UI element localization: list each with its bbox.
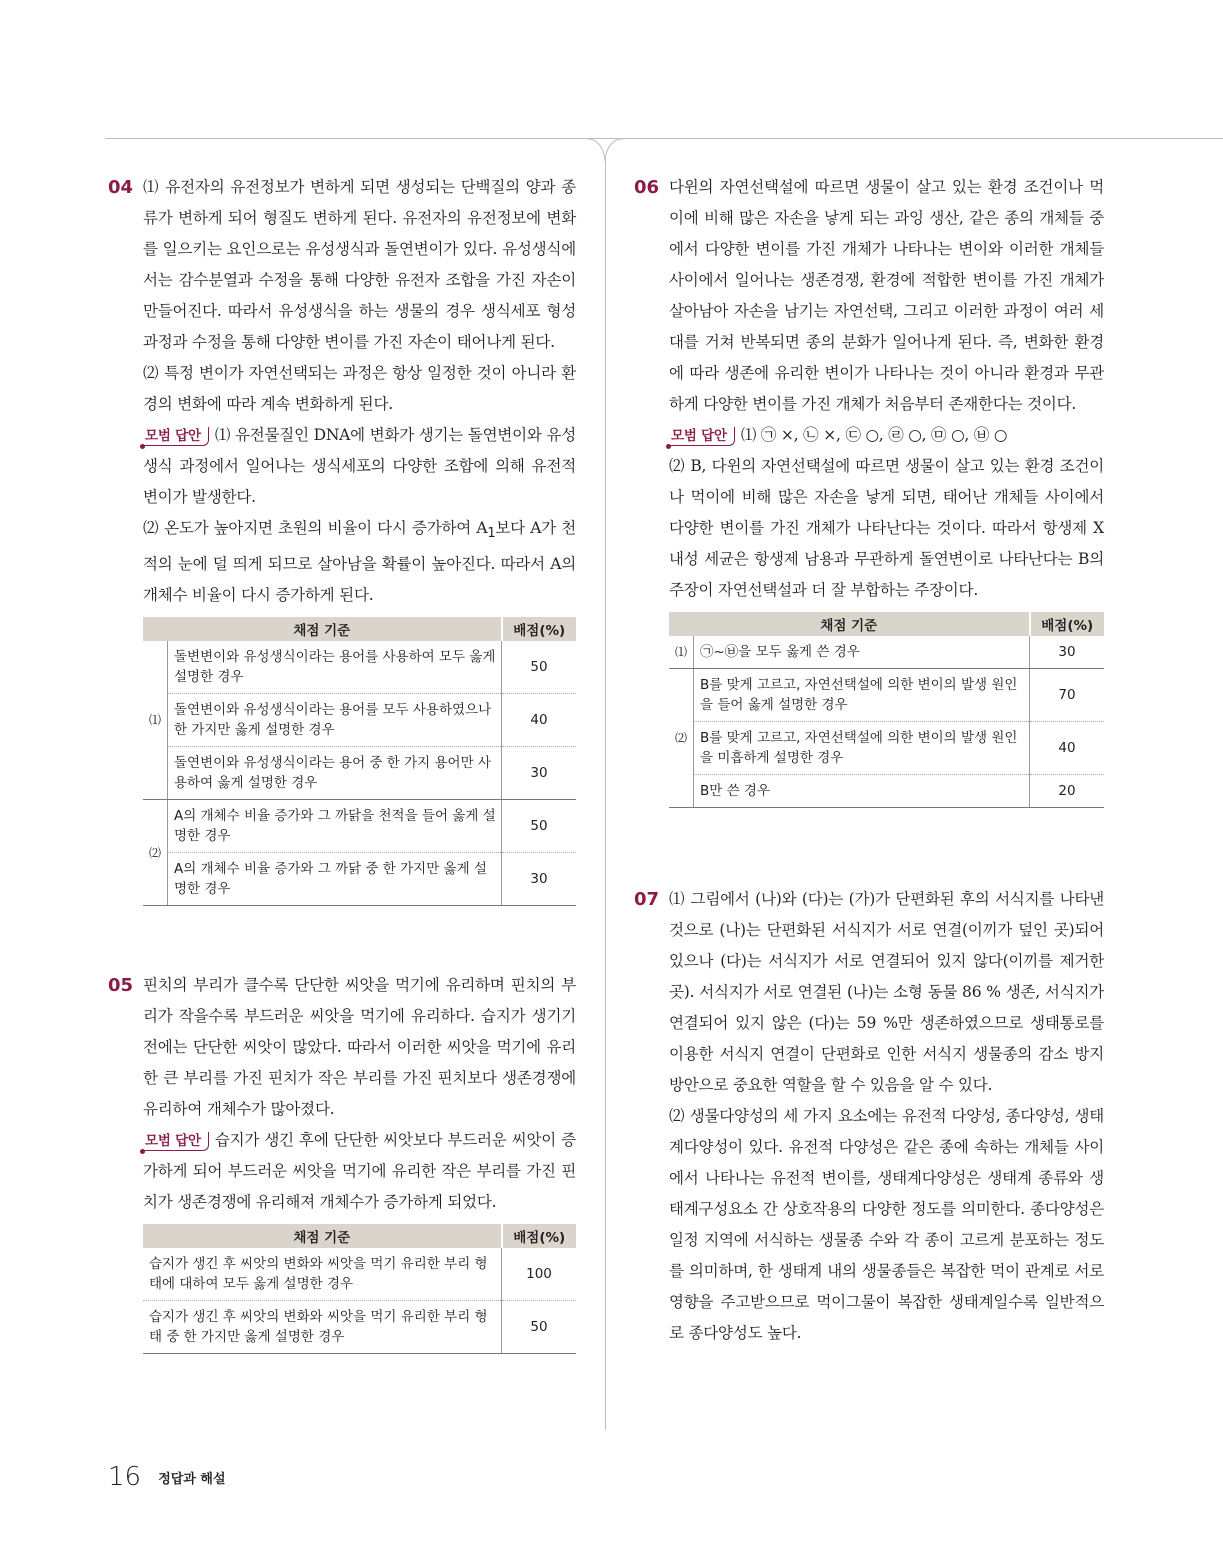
table-row [143, 800, 576, 853]
points-cell: 50 [502, 800, 577, 853]
table-row [669, 636, 1104, 669]
model-answer [143, 420, 576, 513]
points-cell: 30 [502, 747, 577, 800]
table-header-criteria: 채점 기준 [143, 1224, 502, 1248]
table-row [669, 669, 1104, 722]
model-answer [143, 1125, 576, 1218]
question-number: 06 [634, 177, 660, 198]
header-rule-notch [585, 138, 625, 162]
question-number: 07 [634, 889, 660, 910]
table-row [143, 694, 576, 747]
question-number: 05 [108, 975, 134, 997]
points-cell: 30 [1030, 636, 1105, 669]
table-row [143, 1301, 576, 1354]
model-answer-badge: 모범 답안 [669, 427, 735, 446]
criteria-cell: 습지가 생긴 후 씨앗의 변화와 씨앗을 먹기 유리한 부리 형태 중 한 가지만 옳게 설명한 경우 [143, 1301, 502, 1354]
part-label: ⑵ [143, 800, 168, 906]
criteria-cell: 돌연변이와 유성생식이라는 용어를 모두 사용하였으나 한 가지만 옳게 설명한 경우 [168, 694, 502, 747]
explanation-paragraph: ⑴ 그림에서 (나)와 (다)는 (가)가 단편화된 후의 서식지를 나타낸 것으로 (나)는 단편화된 서식지가 서로 연결(이끼가 덮인 곳)되어 있으나 (다)는 서식지가 서로 연결되어 있지 않다(이끼를 제거한 곳). 서식지가 서로 연결된 (나)는 소형 동물 86 % 생존, 서식지가 연결되어 있지 않은 (다)는 59 %만 생존하였으므로 생태통로를 이용한 서식지 연결이 단편화로 인한 서식지 생물종의 감소 방지 방안으로 중요한 역할을 할 수 있음을 알 수 있다. [669, 890, 1104, 1094]
explanation-paragraph: ⑵ 특정 변이가 자연선택되는 과정은 항상 일정한 것이 아니라 환경의 변화에 따라 계속 변화하게 된다. [143, 364, 576, 413]
question-06 [634, 172, 1104, 808]
explanation-paragraph: ⑴ 유전자의 유전정보가 변하게 되면 생성되는 단백질의 양과 종류가 변하게 되어 형질도 변하게 된다. 유전자의 유전정보에 변화를 일으키는 요인으로는 유성생식과 돌연변이가 있다. 유성생식에서는 감수분열과 수정을 통해 다양한 유전자 조합을 가진 자손이 만들어진다. 따라서 유성생식을 하는 생물의 경우 생식세포 형성 과정과 수정을 통해 다양한 변이를 가진 자손이 태어나게 된다. [143, 178, 576, 351]
question-number: 04 [108, 177, 134, 198]
model-answer-part2: ⑵ B, 다윈의 자연선택설에 따르면 생물이 살고 있는 환경 조건이나 먹이에 비해 많은 자손을 낳게 되면, 태어난 개체들 사이에서 다양한 변이를 가진 개체가 나타난다는 것이다. 따라서 항생제 X 내성 세균은 항생제 남용과 무관하게 돌연변이로 나타난다는 B의 주장이 자연선택설과 더 잘 부합하는 주장이다. [669, 457, 1104, 599]
scoring-table [143, 617, 576, 906]
table-row [143, 747, 576, 800]
criteria-cell: 습지가 생긴 후 씨앗의 변화와 씨앗을 먹기 유리한 부리 형태에 대하여 모두 옳게 설명한 경우 [143, 1248, 502, 1301]
criteria-cell: A의 개체수 비율 증가와 그 까닭을 천적을 들어 옳게 설명한 경우 [168, 800, 502, 853]
table-row [669, 775, 1104, 808]
scoring-table [143, 1224, 576, 1354]
table-row [143, 853, 576, 906]
points-cell: 30 [502, 853, 577, 906]
page-footer [108, 1462, 226, 1492]
subscript: 1 [487, 526, 496, 542]
model-answer-badge: 모범 답안 [143, 427, 209, 446]
part-label: ⑴ [143, 641, 168, 800]
question-04 [108, 172, 576, 906]
footer-label: 정답과 해설 [158, 1471, 226, 1487]
header-rule [105, 138, 1223, 139]
criteria-cell: B만 쓴 경우 [694, 775, 1030, 808]
criteria-cell: B를 맞게 고르고, 자연선택설에 의한 변이의 발생 원인을 미흡하게 설명한 경우 [694, 722, 1030, 775]
part-label: ⑵ [669, 669, 694, 808]
points-cell: 100 [502, 1248, 577, 1301]
points-cell: 20 [1030, 775, 1105, 808]
table-row [143, 1248, 576, 1301]
points-cell: 50 [502, 1301, 577, 1354]
model-answer-text: ⑴ ㉠ ×, ㉡ ×, ㉢ ○, ㉣ ○, ㉤ ○, ㉥ ○ [740, 426, 1008, 444]
points-cell: 40 [1030, 722, 1105, 775]
part-label: ⑴ [669, 636, 694, 669]
criteria-cell: ㉠~㉥을 모두 옳게 쓴 경우 [694, 636, 1030, 669]
points-cell: 50 [502, 641, 577, 694]
answer-text: 보다 A가 천적의 눈에 덜 띄게 되므로 살아남을 확률이 높아진다. 따라서 A의 개체수 비율이 다시 증가하게 된다. [143, 519, 576, 605]
model-answer [669, 420, 1104, 451]
question-07 [634, 884, 1104, 1349]
explanation-paragraph: ⑵ 생물다양성의 세 가지 요소에는 유전적 다양성, 종다양성, 생태계다양성이 있다. 유전적 다양성은 같은 종에 속하는 개체들 사이에서 나타나는 유전적 변이를, 생태계다양성은 생태계 종류와 생태계구성요소 간 상호작용의 다양한 정도를 의미한다. 종다양성은 일정 지역에 서식하는 생물종 수와 각 종이 고르게 분포하는 정도를 의미하며, 한 생태계 내의 생물종들은 복잡한 먹이 관계로 서로 영향을 주고받으므로 먹이그물이 복잡한 생태계일수록 일반적으로 종다양성도 높다. [669, 1107, 1104, 1342]
left-column [108, 172, 576, 1354]
model-answer-part2 [143, 513, 576, 611]
right-column [634, 172, 1104, 1349]
points-cell: 40 [502, 694, 577, 747]
table-header-points: 배점(%) [502, 1224, 577, 1248]
question-05 [108, 970, 576, 1354]
criteria-cell: B를 맞게 고르고, 자연선택설에 의한 변이의 발생 원인을 들어 옳게 설명한 경우 [694, 669, 1030, 722]
page-number: 16 [108, 1462, 142, 1492]
table-header-criteria: 채점 기준 [669, 612, 1030, 636]
table-header-points: 배점(%) [1030, 612, 1105, 636]
points-cell: 70 [1030, 669, 1105, 722]
table-row [143, 641, 576, 694]
explanation-paragraph: 다윈의 자연선택설에 따르면 생물이 살고 있는 환경 조건이나 먹이에 비해 많은 자손을 낳게 되는 과잉 생산, 같은 종의 개체들 중에서 다양한 변이를 가진 개체가 나타나는 변이와 이러한 개체들 사이에서 일어나는 생존경쟁, 환경에 적합한 변이를 가진 개체가 살아남아 자손을 남기는 자연선택, 그리고 이러한 과정이 여러 세대를 거쳐 반복되면 종의 분화가 일어나게 된다. 즉, 변화한 환경에 따라 생존에 유리한 변이가 나타나는 것이 아니라 환경과 무관하게 다양한 변이를 가진 개체가 처음부터 존재한다는 것이다. [669, 178, 1104, 413]
criteria-cell: A의 개체수 비율 증가와 그 까닭 중 한 가지만 옳게 설명한 경우 [168, 853, 502, 906]
model-answer-badge: 모범 답안 [143, 1132, 209, 1151]
scoring-table [669, 612, 1104, 808]
criteria-cell: 돌변변이와 유성생식이라는 용어를 사용하여 모두 옳게 설명한 경우 [168, 641, 502, 694]
answer-text: ⑵ 온도가 높아지면 초원의 비율이 다시 증가하여 A [143, 519, 488, 537]
explanation-paragraph: 핀치의 부리가 클수록 단단한 씨앗을 먹기에 유리하며 핀치의 부리가 작을수록 부드러운 씨앗을 먹기에 유리하다. 습지가 생기기 전에는 단단한 씨앗이 많았다. 따라서 이러한 씨앗을 먹기에 유리한 큰 부리를 가진 핀치가 작은 부리를 가진 핀치보다 생존경쟁에 유리하여 개체수가 많아졌다. [143, 976, 576, 1119]
table-row [669, 722, 1104, 775]
model-answer-text: ⑴ 유전물질인 DNA에 변화가 생기는 돌연변이와 유성생식 과정에서 일어나는 생식세포의 다양한 조합에 의해 유전적 변이가 발생한다. [143, 426, 576, 506]
table-header-criteria: 채점 기준 [143, 617, 502, 641]
table-header-points: 배점(%) [502, 617, 577, 641]
criteria-cell: 돌연변이와 유성생식이라는 용어 중 한 가지 용어만 사용하여 옳게 설명한 경우 [168, 747, 502, 800]
model-answer-text: 습지가 생긴 후에 단단한 씨앗보다 부드러운 씨앗이 증가하게 되어 부드러운 씨앗을 먹기에 유리한 작은 부리를 가진 핀치가 생존경쟁에 유리해져 개체수가 증가하게 되었다. [143, 1131, 576, 1212]
column-divider [605, 160, 606, 1430]
